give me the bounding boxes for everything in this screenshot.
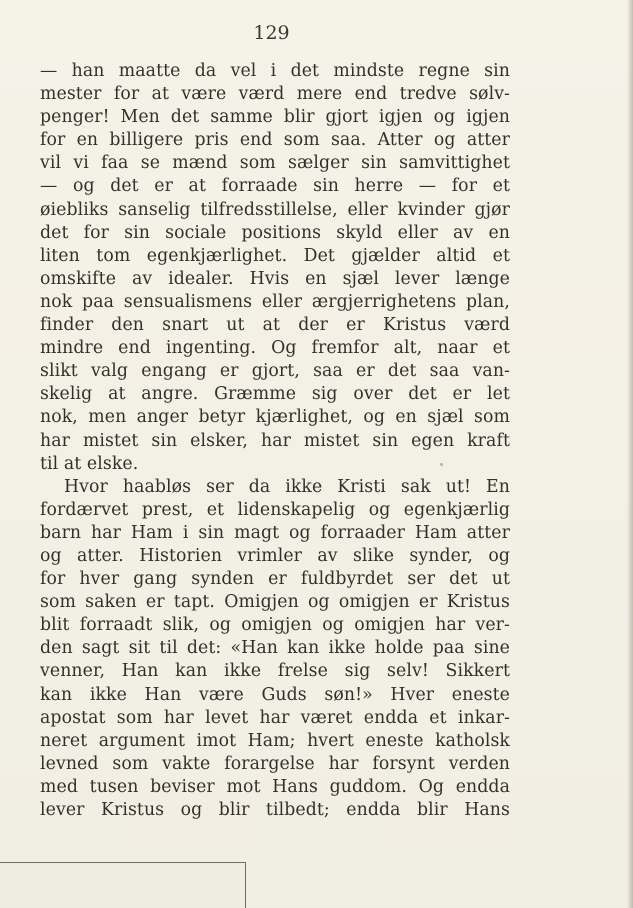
paragraph-start-line: Hvor haabløs ser da ikke Kristi sak ut! En bbox=[64, 476, 510, 497]
page-number: 129 bbox=[253, 22, 290, 44]
text-line: øiebliks sanselig tilfredsstillelse, eller kvinder gjør bbox=[40, 199, 510, 220]
text-line: omskifte av idealer. Hvis en sjæl lever længe bbox=[40, 268, 510, 289]
text-line: nok, men anger betyr kjærlighet, og en sjæl som bbox=[40, 407, 510, 428]
text-line: det for sin sociale positions skyld eller av en bbox=[40, 222, 510, 243]
text-line: neret argument imot Ham; hvert eneste katholsk bbox=[40, 730, 510, 751]
text-line: med tusen beviser mot Hans guddom. Og endda bbox=[40, 776, 510, 797]
text-line: kan ikke Han være Guds søn!» Hver eneste bbox=[40, 684, 510, 705]
text-line: — og det er at forraade sin herre — for et bbox=[40, 176, 510, 197]
text-line: for hver gang synden er fuldbyrdet ser det ut bbox=[40, 569, 510, 590]
text-line: fordærvet prest, et lidenskapelig og egenkjærlig bbox=[40, 499, 510, 520]
text-line: mester for at være værd mere end tredve sølv- bbox=[40, 84, 510, 105]
text-line: og atter. Historien vrimler av slike synder, og bbox=[40, 545, 510, 566]
text-line: mindre end ingenting. Og fremfor alt, naar et bbox=[40, 338, 510, 359]
page-edge-shadow bbox=[627, 0, 633, 908]
text-line: penger! Men det samme blir gjort igjen og igjen bbox=[40, 107, 510, 128]
text-line: som saken er tapt. Omigjen og omigjen er Kristus bbox=[40, 592, 510, 613]
paper-speck bbox=[440, 463, 443, 466]
text-line: vil vi faa se mænd som sælger sin samvittighet bbox=[40, 153, 510, 174]
text-line: slikt valg engang er gjort, saa er det saa van- bbox=[40, 361, 510, 382]
text-line: apostat som har levet har været endda et inkar- bbox=[40, 707, 510, 728]
text-line: finder den snart ut at der er Kristus værd bbox=[40, 315, 510, 336]
text-line: lever Kristus og blir tilbedt; endda blir Hans bbox=[40, 800, 510, 820]
paragraph-end-line: til at elske. bbox=[40, 453, 139, 474]
text-line: nok paa sensualismens eller ærgjerrighetens plan, bbox=[40, 291, 510, 312]
text-line: blit forraadt slik, og omigjen og omigjen har ver- bbox=[40, 615, 510, 636]
text-line: levned som vakte forargelse har forsynt verden bbox=[40, 753, 510, 774]
text-line: skelig at angre. Græmme sig over det er let bbox=[40, 384, 510, 405]
body-text bbox=[40, 60, 510, 822]
text-line: barn har Ham i sin magt og forraader Ham atter bbox=[40, 522, 510, 543]
text-line: for en billigere pris end som saa. Atter og atter bbox=[40, 130, 510, 151]
scan-corner-box bbox=[0, 862, 246, 908]
text-line: liten tom egenkjærlighet. Det gjælder altid et bbox=[40, 245, 510, 266]
text-line: den sagt sit til det: «Han kan ikke holde paa sine bbox=[40, 638, 510, 659]
text-line: venner, Han kan ikke frelse sig selv! Sikkert bbox=[40, 661, 510, 682]
text-line: — han maatte da vel i det mindste regne sin bbox=[40, 61, 510, 81]
text-line: har mistet sin elsker, har mistet sin egen kraft bbox=[40, 430, 510, 451]
